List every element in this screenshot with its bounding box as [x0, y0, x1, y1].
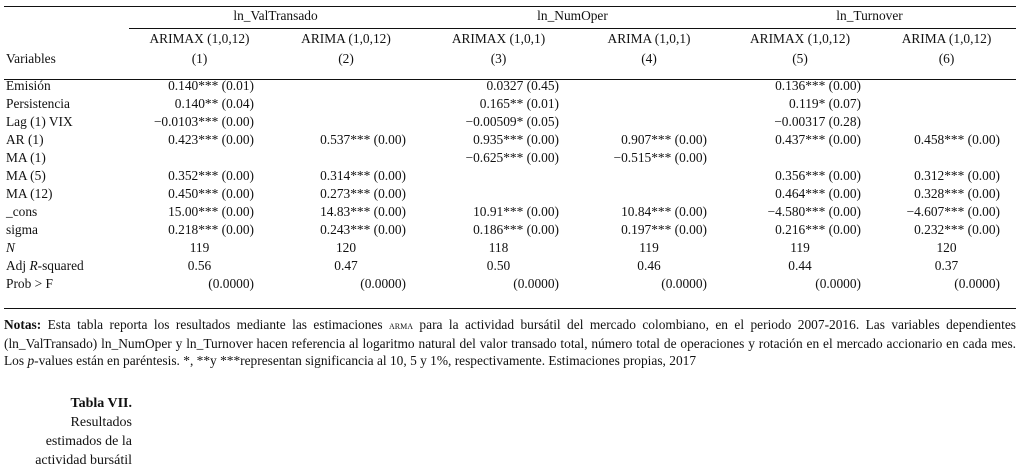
- group-header: ln_Turnover: [723, 9, 1016, 29]
- column-number-row: [4, 51, 1016, 72]
- table-cell: (0.0000): [208, 276, 254, 291]
- table-cell: 14.83*** (0.00): [320, 204, 406, 219]
- table-cell: 0.165** (0.01): [479, 96, 559, 111]
- table-caption: [0, 394, 132, 470]
- table-cell: [575, 115, 723, 133]
- table-cell: 0.935*** (0.00): [473, 132, 559, 147]
- table-cell: [129, 151, 270, 169]
- top-rule: [4, 6, 1016, 7]
- table-cell: 119: [189, 240, 210, 255]
- table-cell: −4.580*** (0.00): [767, 204, 862, 219]
- table-notes: Notas: Esta tabla reporta los resultados mediante las estimaciones arma para la actividad bursátil del mercado colombiano, en el periodo 2007-2016. Las variables dependientes (ln_ValTransado) ln_NumOper y ln_Turnover hacen referencia al logaritmo natural del valor transado total, número total de operaciones y rotación en el mercado accionario en cada mes. Los p-values están en paréntesis. *, **y ***representan significancia al 10, 5 y 1%, respectivamente. Estimaciones propias, 2017: [4, 317, 1016, 368]
- table-row: [4, 133, 1016, 151]
- table-cell: −0.0103*** (0.00): [153, 114, 254, 129]
- table-row: [4, 97, 1016, 115]
- table-row: [4, 223, 1016, 241]
- table-cell: 0.232*** (0.00): [914, 222, 1001, 237]
- table-cell: 0.136*** (0.00): [775, 78, 862, 93]
- table-cell: 0.464*** (0.00): [775, 186, 862, 201]
- table-cell: 0.37: [934, 258, 959, 273]
- table-cell: 0.458*** (0.00): [914, 132, 1001, 147]
- table-cell: [422, 187, 575, 205]
- table-cell: 0.243*** (0.00): [320, 222, 406, 237]
- table-cell: [270, 97, 422, 115]
- table-cell: [575, 169, 723, 187]
- table-cell: 0.537*** (0.00): [320, 132, 406, 147]
- table-cell: 0.186*** (0.00): [473, 222, 559, 237]
- table-cell: −0.00317 (0.28): [774, 114, 862, 129]
- table-cell: 0.0327 (0.45): [486, 78, 559, 93]
- table-cell: 0.46: [637, 258, 661, 273]
- table-cell: [575, 187, 723, 205]
- row-label: MA (1): [6, 150, 46, 165]
- table-cell: 0.50: [486, 258, 511, 273]
- table-cell: (0.0000): [661, 276, 708, 291]
- table-row: [4, 151, 1016, 169]
- table-cell: (0.0000): [360, 276, 406, 291]
- prob-f-row: [4, 277, 1016, 295]
- table-row: [4, 187, 1016, 205]
- bottom-rule: [4, 308, 1016, 309]
- group-header: ln_ValTransado: [129, 9, 422, 29]
- table-cell: [877, 79, 1016, 97]
- table-cell: 0.423*** (0.00): [168, 132, 254, 147]
- table-cell: 0.314*** (0.00): [320, 168, 406, 183]
- table-cell: [270, 79, 422, 97]
- table-cell: 0.140*** (0.01): [168, 78, 254, 93]
- row-label: Lag (1) VIX: [6, 114, 73, 129]
- table-cell: −0.515*** (0.00): [613, 150, 708, 165]
- table-cell: [877, 115, 1016, 133]
- group-header: ln_NumOper: [422, 9, 723, 29]
- table-cell: 0.450*** (0.00): [168, 186, 254, 201]
- adj-r2-row: [4, 259, 1016, 277]
- table-cell: 0.218*** (0.00): [168, 222, 254, 237]
- model-header: ARIMA (1,0,12): [301, 31, 391, 46]
- row-label: N: [6, 240, 15, 255]
- caption-line: Resultados: [70, 415, 132, 430]
- table-cell: 15.00*** (0.00): [168, 204, 254, 219]
- table-row: [4, 79, 1016, 97]
- table-cell: 118: [488, 240, 509, 255]
- table-row: [4, 115, 1016, 133]
- table-cell: [877, 151, 1016, 169]
- table-cell: 119: [639, 240, 659, 255]
- n-row: [4, 241, 1016, 259]
- table-cell: (0.0000): [815, 276, 862, 291]
- row-label: MA (5): [6, 168, 46, 183]
- column-number: (5): [792, 51, 808, 66]
- table-cell: 0.56: [187, 258, 212, 273]
- results-table: [4, 9, 1016, 295]
- table-cell: −0.625*** (0.00): [465, 150, 559, 165]
- row-label: Emisión: [6, 78, 51, 93]
- table-cell: 0.356*** (0.00): [775, 168, 862, 183]
- table-cell: [877, 97, 1016, 115]
- column-number: (1): [191, 51, 208, 66]
- table-cell: 0.352*** (0.00): [168, 168, 254, 183]
- table-cell: 0.44: [788, 258, 812, 273]
- table-cell: 10.91*** (0.00): [473, 204, 559, 219]
- model-header: ARIMA (1,0,12): [901, 31, 992, 46]
- table-cell: −0.00509* (0.05): [465, 114, 559, 129]
- notes-label: Notas:: [4, 317, 42, 332]
- caption-line: estimados de la: [45, 434, 132, 449]
- table-cell: 0.328*** (0.00): [914, 186, 1001, 201]
- table-row: [4, 205, 1016, 223]
- caption-line: actividad bursátil: [35, 453, 132, 468]
- table-cell: 0.437*** (0.00): [775, 132, 862, 147]
- table-cell: [575, 97, 723, 115]
- row-label: Persistencia: [6, 96, 70, 111]
- model-header: ARIMAX (1,0,1): [451, 31, 546, 46]
- column-number: (3): [490, 51, 507, 66]
- model-header-row: [4, 29, 1016, 52]
- row-label: sigma: [6, 222, 38, 237]
- table-cell: 0.216*** (0.00): [775, 222, 862, 237]
- table-cell: 0.140** (0.04): [174, 96, 254, 111]
- table-cell: 120: [936, 240, 957, 255]
- row-label: Prob > F: [6, 276, 53, 291]
- model-header: ARIMAX (1,0,12): [149, 31, 250, 46]
- row-label: Adj R-squared: [6, 258, 84, 273]
- table-cell: 120: [335, 240, 357, 255]
- table-cell: −4.607*** (0.00): [906, 204, 1001, 219]
- table-cell: 0.47: [334, 258, 358, 273]
- table-cell: 0.907*** (0.00): [621, 132, 708, 147]
- column-number: (6): [938, 51, 955, 66]
- table-cell: 119: [790, 240, 810, 255]
- table-cell: (0.0000): [954, 276, 1001, 291]
- table-cell: (0.0000): [513, 276, 559, 291]
- row-label: AR (1): [6, 132, 44, 147]
- model-header: ARIMA (1,0,1): [607, 31, 691, 46]
- row-label: _cons: [6, 204, 38, 219]
- variables-label: Variables: [6, 51, 56, 66]
- table-cell: 10.84*** (0.00): [621, 204, 708, 219]
- group-header-row: [4, 9, 1016, 29]
- table-cell: 0.119* (0.07): [788, 96, 862, 111]
- column-number: (4): [641, 51, 657, 66]
- table-cell: [270, 151, 422, 169]
- table-row: [4, 169, 1016, 187]
- table-cell: 0.312*** (0.00): [914, 168, 1001, 183]
- table-cell: [270, 115, 422, 133]
- table-cell: [422, 169, 575, 187]
- row-label: MA (12): [6, 186, 53, 201]
- table-cell: [575, 79, 723, 97]
- column-number: (2): [338, 51, 354, 66]
- caption-title: Tabla VII.: [70, 396, 132, 411]
- table-cell: 0.273*** (0.00): [320, 186, 406, 201]
- table-cell: [723, 151, 877, 169]
- model-header: ARIMAX (1,0,12): [749, 31, 851, 46]
- table-cell: 0.197*** (0.00): [621, 222, 708, 237]
